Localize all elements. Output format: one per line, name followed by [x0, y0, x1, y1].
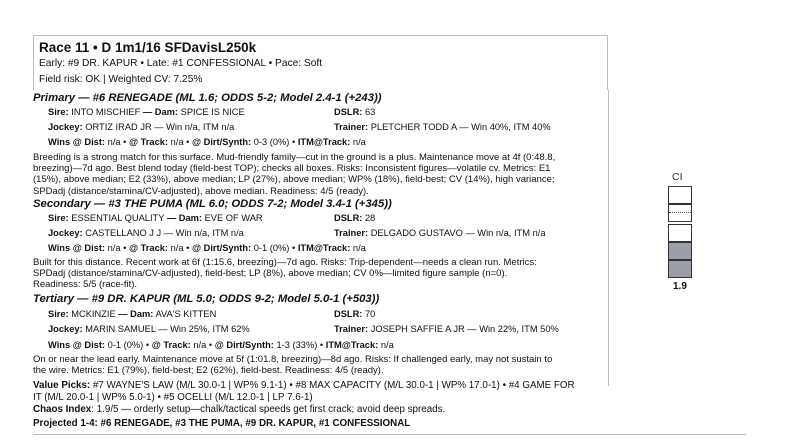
sire-label: Sire:	[48, 309, 69, 319]
dslr-label: DSLR:	[334, 213, 363, 223]
tertiary-analysis	[33, 354, 607, 376]
tertiary-dslr	[334, 309, 375, 319]
jockey-value: CASTELLANO J J — Win n/a, ITM n/a	[85, 228, 244, 238]
trainer-value: JOSEPH SAFFIE A JR — Win 22%, ITM 50%	[370, 324, 559, 334]
secondary-jockey	[48, 228, 244, 238]
dslr-value: 70	[365, 309, 376, 319]
trainer-label: Trainer:	[334, 324, 369, 334]
primary-dslr	[334, 107, 375, 117]
analysis-line: On or near the lead early. Maintenance move at 5f (1:01.8, breezing)—8d ago. Risks: If challenged early, may not sustain to	[33, 354, 553, 365]
tertiary-trainer	[334, 324, 559, 334]
dslr-label: DSLR:	[334, 309, 363, 319]
analysis-line: Readiness: 5/5 (race-fit).	[33, 279, 138, 291]
projected-order	[33, 418, 410, 429]
analysis-line: (15%), above median; E2 (33%), above median; LP (27%), above median; WP% (18%), field-best; CV (14%), high variance;	[33, 174, 555, 186]
dam-value: AVA'S KITTEN	[155, 309, 217, 319]
dam-label: — Dam:	[142, 107, 179, 117]
primary-trainer	[334, 122, 551, 132]
ci-segment	[668, 186, 692, 204]
dirt-value: 0-3 (0%) •	[253, 137, 296, 147]
secondary-analysis	[33, 257, 607, 291]
track-value: n/a •	[193, 340, 213, 350]
jockey-label: Jockey:	[48, 228, 83, 238]
bottom-rule	[33, 434, 746, 435]
dirt-label: @ Dirt/Synth:	[191, 137, 252, 147]
track-value: n/a •	[170, 243, 190, 253]
sire-value: ESSENTIAL QUALITY	[71, 213, 165, 223]
dam-label: — Dam:	[118, 309, 154, 319]
chaos-text: : 1.9/5 — orderly setup—chalk/tactical speeds get first crack; avoid deep spreads.	[91, 404, 446, 415]
itm-value: n/a	[352, 243, 366, 253]
ci-segment	[668, 204, 692, 222]
projected-text: #6 RENEGADE, #3 THE PUMA, #9 DR. KAPUR, #1 CONFESSIONAL	[100, 418, 411, 429]
ci-median-line	[669, 212, 691, 213]
itm-label: ITM@Track:	[297, 243, 351, 253]
track-label: @ Track:	[151, 340, 191, 350]
wins-dist-value: n/a •	[107, 137, 127, 147]
jockey-label: Jockey:	[48, 122, 83, 132]
itm-value: n/a	[380, 340, 394, 350]
wins-dist-value: n/a •	[107, 243, 127, 253]
dslr-value: 28	[365, 213, 376, 223]
primary-records	[48, 137, 366, 147]
value-picks-line: IT (M/L 20.0-1 | WP% 5.0-1) • #5 OCELLI (M/L 12.0-1 | LP 7.6-1)	[33, 391, 313, 403]
tertiary-pedigree	[48, 309, 216, 319]
jockey-label: Jockey:	[48, 324, 83, 334]
primary-pedigree	[48, 107, 245, 117]
track-label: @ Track:	[128, 137, 169, 147]
dirt-label: @ Dirt/Synth:	[214, 340, 274, 350]
tertiary-records	[48, 340, 394, 350]
primary-analysis	[33, 152, 607, 197]
value-picks	[33, 380, 607, 403]
wins-dist-label: Wins @ Dist:	[48, 137, 106, 147]
dirt-value: 1-3 (33%) •	[276, 340, 324, 350]
trainer-value: DELGADO GUSTAVO — Win n/a, ITM n/a	[370, 228, 546, 238]
jockey-value: ORTIZ IRAD JR — Win n/a, ITM n/a	[85, 122, 235, 132]
ci-segment	[668, 224, 692, 242]
primary-jockey	[48, 122, 234, 132]
track-value: n/a •	[170, 137, 190, 147]
value-picks-line	[33, 380, 607, 392]
wins-dist-label: Wins @ Dist:	[48, 340, 106, 350]
jockey-value: MARIN SAMUEL — Win 25%, ITM 62%	[85, 324, 250, 334]
value-picks-label: Value Picks:	[33, 380, 91, 391]
chaos-index	[33, 404, 445, 415]
secondary-dslr	[334, 213, 375, 223]
ci-segment	[668, 242, 692, 260]
chaos-label: Chaos Index	[33, 404, 92, 415]
trainer-label: Trainer:	[334, 228, 369, 238]
analysis-line: the wire. Metrics: E1 (79%), field-best; E2 (62%), field-best. Readiness: 4/5 (ready).	[33, 365, 384, 377]
dam-value: SPICE IS NICE	[180, 107, 245, 117]
secondary-heading: Secondary — #3 THE PUMA (ML 6.0; ODDS 7-2; Model 3.4-1 (+345))	[33, 198, 392, 210]
dslr-label: DSLR:	[334, 107, 363, 117]
dirt-label: @ Dirt/Synth:	[191, 243, 252, 253]
ci-segment	[668, 260, 692, 278]
tertiary-jockey	[48, 324, 250, 334]
itm-label: ITM@Track:	[297, 137, 351, 147]
secondary-records	[48, 243, 366, 253]
pace-line: Early: #9 DR. KAPUR • Late: #1 CONFESSIONAL • Pace: Soft	[39, 58, 323, 69]
trainer-label: Trainer:	[334, 122, 369, 132]
analysis-line: Built for this distance. Recent work at 6f (1:15.6, breezing)—7d ago. Risks: Trip-dependent—needs a clean run. Metrics:	[33, 257, 537, 268]
dslr-value: 63	[365, 107, 376, 117]
ci-value: 1.9	[673, 281, 687, 292]
tertiary-heading: Tertiary — #9 DR. KAPUR (ML 5.0; ODDS 9-2; Model 5.0-1 (+503))	[33, 293, 380, 305]
wins-dist-label: Wins @ Dist:	[48, 243, 106, 253]
sire-label: Sire:	[48, 213, 69, 223]
sire-value: MCKINZIE	[71, 309, 116, 319]
trainer-value: PLETCHER TODD A — Win 40%, ITM 40%	[370, 122, 551, 132]
projected-label: Projected 1-4:	[33, 418, 98, 429]
dirt-value: 0-1 (0%) •	[253, 243, 296, 253]
value-picks-text: #7 WAYNE'S LAW (M/L 30.0-1 | WP% 9.1-1) • #8 MAX CAPACITY (M/L 30.0-1 | WP% 17.0-1) • #4 GAME FOR	[92, 380, 575, 391]
itm-label: ITM@Track:	[325, 340, 379, 350]
sire-value: INTO MISCHIEF	[71, 107, 141, 117]
field-risk-line: Field risk: OK | Weighted CV: 7.25%	[39, 74, 203, 85]
primary-heading: Primary — #6 RENEGADE (ML 1.6; ODDS 5-2; Model 2.4-1 (+243))	[33, 92, 382, 104]
analysis-line: SPDadj (distance/stamina/CV-adjusted), above median. Readiness: 4/5 (ready).	[33, 185, 369, 197]
secondary-pedigree	[48, 213, 263, 223]
race-title: Race 11 • D 1m1/16 SFDavisL250k	[39, 40, 257, 55]
analysis-line: breezing)—7d ago. Best blend today (field-best TOP); checks all boxes. Risks: Inconsistent figures—volatile cv. Metrics: E1	[33, 163, 551, 175]
track-label: @ Track:	[128, 243, 169, 253]
analysis-line: Breeding is a strong match for this surface. Mud-friendly family—cut in the ground is a plus. Maintenance move at 4f (0:48.8,	[33, 152, 556, 163]
section-divider	[608, 90, 609, 386]
dam-label: — Dam:	[166, 213, 203, 223]
wins-dist-value: 0-1 (0%) •	[107, 340, 150, 350]
analysis-line: SPDadj (distance/stamina/CV-adjusted), field-best; LP (8%), above median; CV 0%—limited figure sample (n=0).	[33, 268, 508, 280]
dam-value: EVE OF WAR	[204, 213, 263, 223]
sire-label: Sire:	[48, 107, 69, 117]
race-header	[33, 35, 608, 90]
secondary-trainer	[334, 228, 546, 238]
itm-value: n/a	[352, 137, 366, 147]
ci-label: CI	[672, 171, 683, 183]
